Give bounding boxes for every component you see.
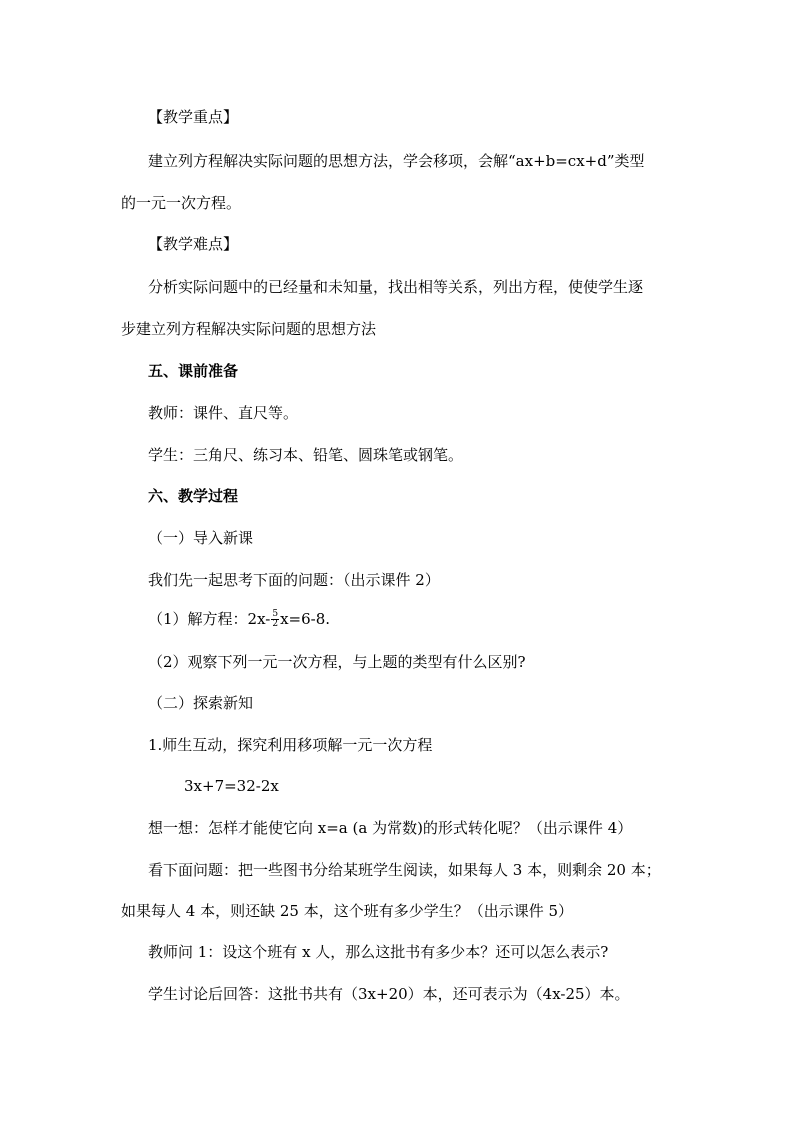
section-heading-teaching-focus: 【教学重点】 <box>148 108 239 126</box>
subsection-heading: （一）导入新课 <box>148 529 254 547</box>
paragraph-line: 学生：三角尺、练习本、铅笔、圆珠笔或钢笔。 <box>148 446 464 464</box>
paragraph-line: 建立列方程解决实际问题的思想方法，学会移项，会解“ax+b=cx+d”类型 <box>148 152 645 170</box>
paragraph-line: 步建立列方程解决实际问题的思想方法 <box>121 320 377 338</box>
equation-suffix: x=6-8. <box>280 610 331 628</box>
paragraph-line: （2）观察下列一元一次方程，与上题的类型有什么区别? <box>148 653 526 671</box>
paragraph-line: 教师问 1：设这个班有 x 人，那么这批书有多少本？还可以怎么表示? <box>148 943 609 961</box>
paragraph-line: 想一想：怎样才能使它向 x=a (a 为常数)的形式转化呢？（出示课件 4） <box>148 819 633 837</box>
paragraph-line: 看下面问题：把一些图书分给某班学生阅读，如果每人 3 本，则剩余 20 本； <box>148 861 661 879</box>
section-heading-teaching-difficulty: 【教学难点】 <box>148 235 239 253</box>
fraction <box>271 610 279 629</box>
paragraph-line: 我们先一起思考下面的问题：（出示课件 2） <box>148 571 440 589</box>
paragraph-line: 教师：课件、直尺等。 <box>148 404 299 422</box>
paragraph-line: 分析实际问题中的已经量和未知量，找出相等关系，列出方程，使使学生逐 <box>148 278 644 296</box>
subsection-heading: （二）探索新知 <box>148 694 254 712</box>
section-heading-preparation: 五、课前准备 <box>148 362 239 380</box>
fraction-denominator: 2 <box>272 618 279 629</box>
equation-prefix: （1）解方程：2x- <box>148 610 271 628</box>
fraction-numerator: 5 <box>272 608 279 619</box>
paragraph-line: 的一元一次方程。 <box>121 194 242 212</box>
equation-line: 3x+7=32-2x <box>184 777 279 795</box>
equation-line <box>148 609 330 629</box>
section-heading-teaching-process: 六、教学过程 <box>148 487 239 505</box>
paragraph-line: 学生讨论后回答：这批书共有（3x+20）本，还可表示为（4x-25）本。 <box>148 985 630 1003</box>
paragraph-line: 如果每人 4 本，则还缺 25 本，这个班有多少学生？（出示课件 5） <box>121 902 574 920</box>
paragraph-line: 1.师生互动，探究利用移项解一元一次方程 <box>148 736 433 754</box>
